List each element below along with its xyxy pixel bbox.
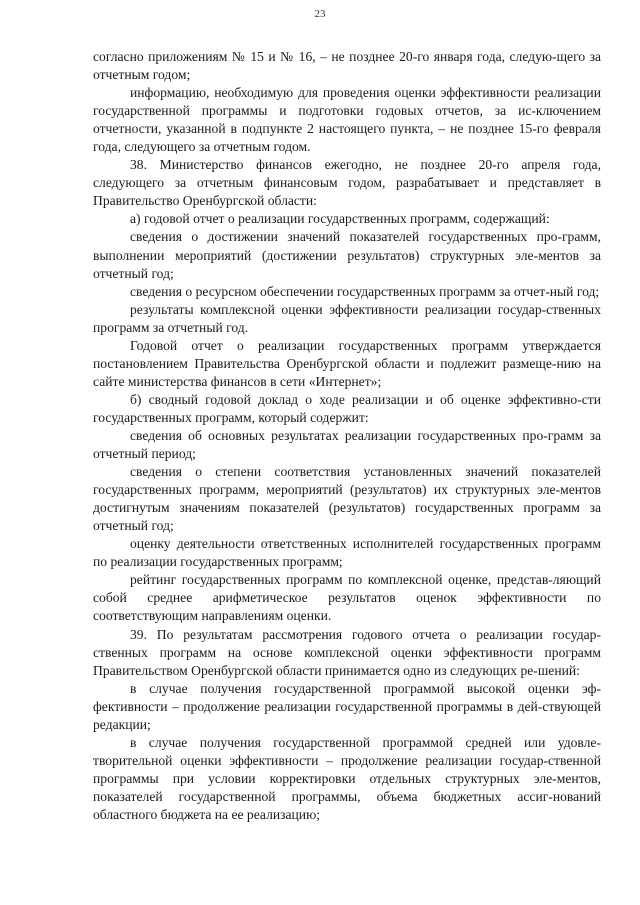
document-body [93,48,601,824]
paragraph: согласно приложениям № 15 и № 16, – не позднее 20-го января года, следую-щего за отчетным годом; [93,49,601,83]
paragraph: результаты комплексной оценки эффективности реализации государ-ственных программ за отчетный год. [93,301,601,335]
paragraph: б) сводный годовой доклад о ходе реализации и об оценке эффективно-сти государственных программ, который содержит: [93,391,601,425]
paragraph: рейтинг государственных программ по комплексной оценке, представ-ляющий собой среднее арифметическое результатов оценок эффективности по соответствующим направлениям оценки. [93,572,601,624]
paragraph: 39. По результатам рассмотрения годового отчета о реализации государ-ственных программ на основе комплексной оценки эффективности программ Правительством Оренбургской области принимается одно из следующих ре-шений: [93,626,601,678]
paragraph: оценку деятельности ответственных исполнителей государственных программ по реализации государственных программ; [93,536,601,570]
paragraph: Годовой отчет о реализации государственных программ утверждается постановлением Правительства Оренбургской области и подлежит размеще-нию на сайте министерства финансов в сети «Интернет»; [93,337,601,389]
paragraph: сведения о степени соответствия установленных значений показателей государственных программ, мероприятий (результатов) их структурных эле-ментов достигнутым значениям показателей (результатов) государственных программ за отчетный год; [93,464,601,534]
paragraph: информацию, необходимую для проведения оценки эффективности реализации государственной программы и подготовки годовых отчетов, за ис-ключением отчетности, указанной в подпункте 2 настоящего пункта, – не позднее 15-го февраля года, следующего за отчетным годом. [93,85,601,155]
paragraph: а) годовой отчет о реализации государственных программ, содержащий: [130,211,550,227]
paragraph: в случае получения государственной программой средней или удовле-творительной оценки эффективности – продолжение реализации государ-ственной программы при условии корректировки отдельных структурных эле-ментов, показателей государственной программы, объема бюджетных ассиг-нований областного бюджета на ее реализацию; [93,734,601,822]
paragraph: сведения об основных результатах реализации государственных про-грамм за отчетный период; [93,427,601,462]
paragraph: 38. Министерство финансов ежегодно, не позднее 20-го апреля года, следующего за отчетным финансовым годом, разрабатывает и представляет в Правительство Оренбургской области: [93,157,601,209]
paragraph: сведения о ресурсном обеспечении государственных программ за отчет-ный год; [130,283,600,299]
page-number: 23 [314,8,326,20]
paragraph: сведения о достижении значений показателей государственных про-грамм, выполнении мероприятий (достижении результатов) структурных эле-ментов за отчетный год; [93,229,601,281]
paragraph: в случае получения государственной программой высокой оценки эф-фективности – продолжение реализации государственной программы в дей-ствующей редакции; [93,680,601,732]
